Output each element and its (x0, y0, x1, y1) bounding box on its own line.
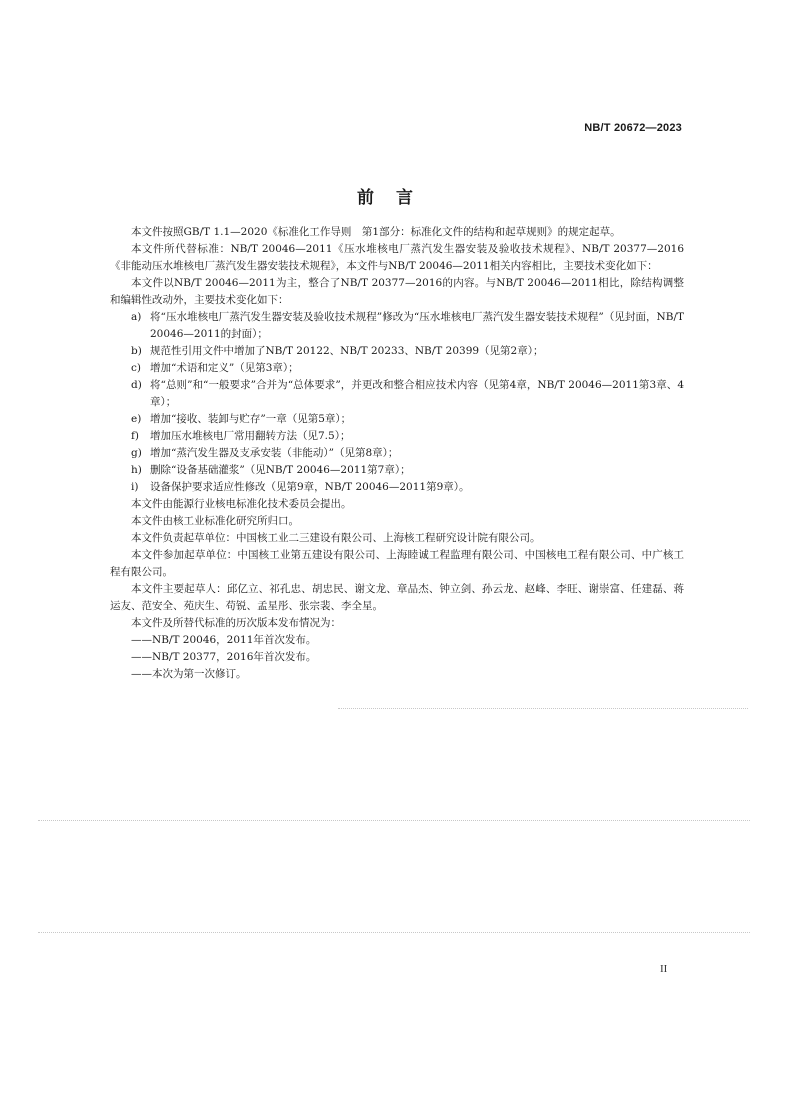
list-marker: e) (131, 413, 142, 425)
list-item (110, 309, 684, 343)
list-marker: a) (131, 311, 142, 323)
history-item: ——NB/T 20377，2016年首次发布。 (131, 651, 317, 663)
list-item (110, 377, 684, 411)
list-marker: b) (131, 345, 142, 357)
list-text: 设备保护要求适应性修改（见第9章，NB/T 20046—2011第9章）。 (150, 481, 470, 493)
paragraph-history-intro: 本文件及所替代标准的历次版本发布情况为： (131, 617, 341, 629)
list-item (110, 360, 684, 377)
list-item (110, 411, 684, 428)
list-text: 增加压水堆核电厂常用翻转方法（见7.5）； (150, 430, 351, 442)
list-marker: g) (131, 447, 142, 459)
paragraph-replaced-standards: 本文件所代替标准：NB/T 20046—2011《压水堆核电厂蒸汽发生器安装及验收技术规程》、NB/T 20377—2016《非能动压水堆核电厂蒸汽发生器安装技术规程》，本文件与NB/T 20046—2011相关内容相比，主要技术变化如下： (110, 243, 684, 272)
paragraph-drafters: 本文件主要起草人：邱亿立、祁孔忠、胡忠民、谢文龙、章品杰、钟立剑、孙云龙、赵峰、李旺、谢崇富、任建磊、蒋运友、范安全、苑庆生、苟锐、孟星彤、张宗裴、李全星。 (110, 583, 684, 612)
list-text: 删除“设备基础灌浆”（见NB/T 20046—2011第7章）； (150, 464, 411, 476)
list-text: 增加“术语和定义”（见第3章）； (150, 362, 299, 374)
page-title: 前言 (357, 188, 435, 208)
standard-number: NB/T 20672—2023 (584, 122, 682, 134)
list-marker: f) (131, 430, 139, 442)
page-number: II (660, 963, 668, 975)
list-marker: d) (131, 379, 142, 391)
paragraph-participating-units: 本文件参加起草单位：中国核工业第五建设有限公司、上海睦诚工程监理有限公司、中国核电工程有限公司、中广核工程有限公司。 (110, 549, 684, 578)
paragraph-custodian: 本文件由核工业标准化研究所归口。 (131, 515, 299, 527)
list-item (110, 445, 684, 462)
history-item: ——NB/T 20046，2011年首次发布。 (131, 634, 317, 646)
paragraph-proposer: 本文件由能源行业核电标准化技术委员会提出。 (131, 498, 352, 510)
list-marker: c) (131, 362, 141, 374)
list-text: 将“压水堆核电厂蒸汽发生器安装及验收技术规程”修改为“压水堆核电厂蒸汽发生器安装技术规程”（见封面，NB/T 20046—2011的封面）； (150, 311, 684, 340)
dotted-rule (38, 932, 750, 933)
list-marker: i) (131, 481, 139, 493)
list-item (110, 343, 684, 360)
foreword-body (110, 224, 684, 683)
list-marker: h) (131, 464, 142, 476)
list-text: 规范性引用文件中增加了NB/T 20122、NB/T 20233、NB/T 20399（见第2章）； (150, 345, 544, 357)
paragraph-drafting-basis: 本文件按照GB/T 1.1—2020《标准化工作导则 第1部分：标准化文件的结构和起草规则》的规定起草。 (131, 226, 621, 238)
paragraph-lead-units: 本文件负责起草单位：中国核工业二三建设有限公司、上海核工程研究设计院有限公司。 (131, 532, 541, 544)
paragraph-main-changes: 本文件以NB/T 20046—2011为主，整合了NB/T 20377—2016的内容。与NB/T 20046—2011相比，除结构调整和编辑性改动外，主要技术变化如下： (110, 277, 684, 306)
list-text: 增加“接收、装卸与贮存”一章（见第5章）； (150, 413, 352, 425)
history-item: ——本次为第一次修订。 (131, 668, 247, 680)
dotted-rule (38, 820, 750, 821)
list-text: 增加“蒸汽发生器及支承安装（非能动）”（见第8章）； (150, 447, 399, 459)
list-text: 将“总则”和“一般要求”合并为“总体要求”，并更改和整合相应技术内容（见第4章，NB/T 20046—2011第3章、4章）； (150, 379, 684, 408)
list-item (110, 479, 684, 496)
list-item (110, 428, 684, 445)
list-item (110, 462, 684, 479)
dotted-rule (338, 708, 748, 709)
